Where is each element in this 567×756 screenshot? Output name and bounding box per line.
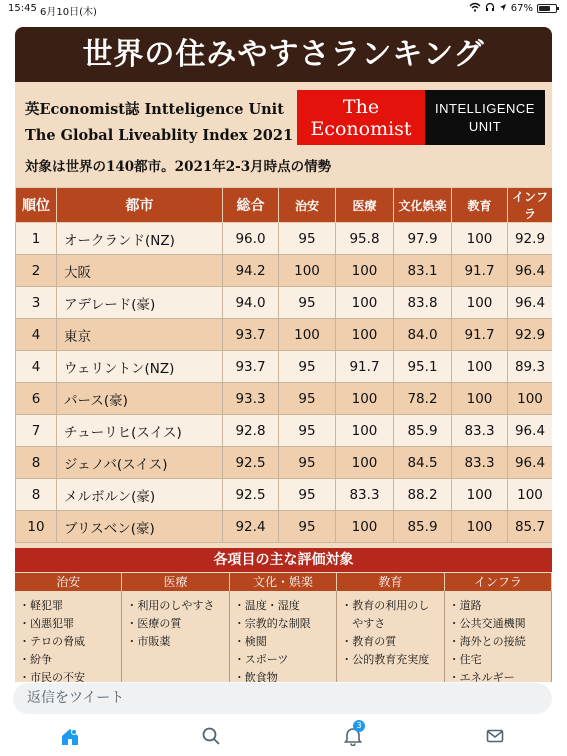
table-row <box>16 383 553 415</box>
ranking-table-body <box>16 223 553 543</box>
cell-safety: 95 <box>279 511 336 543</box>
cell-rank: 6 <box>16 383 57 415</box>
cell-infrastructure: 100 <box>508 383 553 415</box>
cell-infrastructure: 89.3 <box>508 351 553 383</box>
cell-healthcare: 100 <box>336 415 394 447</box>
criteria-item: ・海外との接続 <box>448 635 526 648</box>
economist-logo <box>297 90 425 145</box>
table-row <box>16 447 553 479</box>
table-row <box>16 223 553 255</box>
cell-rank: 4 <box>16 351 57 383</box>
cell-education: 100 <box>452 223 508 255</box>
criteria-item: ・宗教的な制限 <box>233 617 311 630</box>
status-time: 15:45 <box>8 3 37 14</box>
headphones-icon <box>485 2 495 15</box>
mail-icon <box>485 731 505 750</box>
scope-note: 対象は世界の140都市。2021年2-3月時点の情勢 <box>25 159 332 175</box>
cell-education: 83.3 <box>452 415 508 447</box>
wifi-icon <box>469 2 481 15</box>
header-education: 教育 <box>452 188 508 223</box>
cell-overall: 93.3 <box>223 383 279 415</box>
cell-overall: 92.4 <box>223 511 279 543</box>
cell-culture: 85.9 <box>394 511 452 543</box>
cell-safety: 95 <box>279 479 336 511</box>
cell-infrastructure: 96.4 <box>508 447 553 479</box>
cell-city: ジェノバ(スイス) <box>57 447 223 479</box>
criteria-header <box>15 573 552 591</box>
cell-infrastructure: 96.4 <box>508 255 553 287</box>
home-tab[interactable] <box>59 726 83 750</box>
reply-input[interactable]: 返信をツイート <box>13 683 552 714</box>
cell-healthcare: 100 <box>336 511 394 543</box>
criteria-item: ・飲食物 <box>233 671 278 682</box>
messages-tab[interactable] <box>485 726 509 750</box>
cell-education: 91.7 <box>452 319 508 351</box>
cell-infrastructure: 92.9 <box>508 319 553 351</box>
cell-culture: 83.8 <box>394 287 452 319</box>
cell-healthcare: 95.8 <box>336 223 394 255</box>
criteria-header-cell: インフラ <box>445 573 552 591</box>
criteria-item: ・市民の不安 <box>19 671 85 682</box>
criteria-header-cell: 医療 <box>122 573 229 591</box>
table-row <box>16 415 553 447</box>
cell-safety: 95 <box>279 415 336 447</box>
criteria-column <box>230 591 337 682</box>
cell-infrastructure: 96.4 <box>508 415 553 447</box>
criteria-item: ・医療の質 <box>126 617 182 630</box>
criteria-column <box>15 591 122 682</box>
criteria-item: ・利用のしやすさ <box>126 599 215 612</box>
cell-rank: 7 <box>16 415 57 447</box>
cell-safety: 95 <box>279 223 336 255</box>
header-city: 都市 <box>57 188 223 223</box>
cell-rank: 8 <box>16 447 57 479</box>
criteria-column <box>337 591 444 682</box>
cell-overall: 92.8 <box>223 415 279 447</box>
cell-rank: 2 <box>16 255 57 287</box>
cell-education: 91.7 <box>452 255 508 287</box>
criteria-item: ・教育の利用のし <box>341 599 430 612</box>
cell-city: パース(豪) <box>57 383 223 415</box>
cell-culture: 85.9 <box>394 415 452 447</box>
cell-city: 大阪 <box>57 255 223 287</box>
cell-education: 100 <box>452 511 508 543</box>
cell-culture: 84.5 <box>394 447 452 479</box>
header-healthcare: 医療 <box>336 188 394 223</box>
infographic-title: 世界の住みやすさランキング <box>15 27 552 82</box>
criteria-item: ・エネルギー <box>448 671 515 682</box>
cell-education: 100 <box>452 287 508 319</box>
criteria-item: ・道路 <box>448 599 482 612</box>
tab-bar <box>0 720 567 756</box>
intelligence-unit-line-2: UNIT <box>468 118 502 134</box>
criteria-item: ・公的教育充実度 <box>341 653 430 666</box>
criteria-item: ・温度・湿度 <box>233 599 300 612</box>
criteria-item: ・軽犯罪 <box>19 599 63 612</box>
cell-education: 83.3 <box>452 447 508 479</box>
notifications-tab[interactable] <box>343 721 367 750</box>
criteria-item: やすさ <box>341 617 386 630</box>
notification-badge: 3 <box>353 720 365 732</box>
cell-overall: 94.0 <box>223 287 279 319</box>
cell-overall: 96.0 <box>223 223 279 255</box>
criteria-header-cell: 教育 <box>337 573 444 591</box>
criteria-columns <box>15 591 552 682</box>
search-icon <box>201 731 221 750</box>
table-row <box>16 255 553 287</box>
cell-culture: 83.1 <box>394 255 452 287</box>
header-culture: 文化娯楽 <box>394 188 452 223</box>
cell-city: 東京 <box>57 319 223 351</box>
cell-overall: 92.5 <box>223 479 279 511</box>
cell-overall: 92.5 <box>223 447 279 479</box>
cell-education: 100 <box>452 351 508 383</box>
criteria-item: ・住宅 <box>448 653 482 666</box>
cell-culture: 84.0 <box>394 319 452 351</box>
cell-overall: 93.7 <box>223 351 279 383</box>
table-row <box>16 479 553 511</box>
criteria-column <box>122 591 229 682</box>
battery-icon <box>537 4 557 13</box>
criteria-column <box>445 591 552 682</box>
cell-rank: 4 <box>16 319 57 351</box>
battery-level <box>539 6 550 11</box>
cell-city: メルボルン(豪) <box>57 479 223 511</box>
bell-icon <box>343 731 363 750</box>
table-row <box>16 319 553 351</box>
criteria-item: ・公共交通機関 <box>448 617 526 630</box>
ranking-table <box>15 187 552 543</box>
cell-overall: 94.2 <box>223 255 279 287</box>
criteria-header-cell: 治安 <box>15 573 122 591</box>
criteria-header-cell: 文化・娯楽 <box>230 573 337 591</box>
criteria-item: ・テロの脅威 <box>19 635 85 648</box>
cell-safety: 100 <box>279 319 336 351</box>
header-overall: 総合 <box>223 188 279 223</box>
intelligence-unit-line-1: INTELLIGENCE <box>435 100 535 116</box>
cell-safety: 100 <box>279 255 336 287</box>
location-icon <box>499 3 507 15</box>
cell-healthcare: 100 <box>336 287 394 319</box>
cell-infrastructure: 85.7 <box>508 511 553 543</box>
tweet-image[interactable] <box>15 27 552 682</box>
cell-infrastructure: 100 <box>508 479 553 511</box>
criteria-item: ・教育の質 <box>341 635 397 648</box>
cell-rank: 8 <box>16 479 57 511</box>
cell-healthcare: 100 <box>336 319 394 351</box>
cell-city: オークランド(NZ) <box>57 223 223 255</box>
cell-healthcare: 83.3 <box>336 479 394 511</box>
battery-percent: 67% <box>510 3 533 14</box>
cell-culture: 95.1 <box>394 351 452 383</box>
cell-infrastructure: 96.4 <box>508 287 553 319</box>
home-icon <box>59 733 81 752</box>
cell-safety: 95 <box>279 287 336 319</box>
cell-healthcare: 100 <box>336 447 394 479</box>
cell-education: 100 <box>452 383 508 415</box>
status-date: 6月10日(木) <box>40 7 97 18</box>
header-infrastructure: インフラ <box>508 188 553 223</box>
criteria-item: ・スポーツ <box>233 653 289 666</box>
cell-infrastructure: 92.9 <box>508 223 553 255</box>
cell-city: ブリスベン(豪) <box>57 511 223 543</box>
subtitle-line-2: The Global Liveablity Index 2021 <box>25 127 294 144</box>
table-row <box>16 511 553 543</box>
cell-culture: 88.2 <box>394 479 452 511</box>
infographic-subtitle <box>25 97 293 149</box>
cell-safety: 95 <box>279 447 336 479</box>
criteria-item: ・凶悪犯罪 <box>19 617 74 630</box>
criteria-item: ・紛争 <box>19 653 52 666</box>
criteria-item: ・市販薬 <box>126 635 171 648</box>
economist-logo-line-1: The <box>342 95 380 118</box>
subtitle-line-1: 英Economist誌 Intteligence Unit <box>25 101 284 118</box>
intelligence-unit-logo <box>425 90 545 145</box>
status-bar <box>0 0 567 18</box>
cell-rank: 1 <box>16 223 57 255</box>
cell-healthcare: 91.7 <box>336 351 394 383</box>
cell-safety: 95 <box>279 351 336 383</box>
table-header-row <box>16 188 553 223</box>
cell-culture: 78.2 <box>394 383 452 415</box>
cell-healthcare: 100 <box>336 255 394 287</box>
cell-healthcare: 100 <box>336 383 394 415</box>
cell-safety: 95 <box>279 383 336 415</box>
criteria-title: 各項目の主な評価対象 <box>15 548 552 572</box>
status-indicators <box>469 2 557 15</box>
economist-logo-line-2: Economist <box>310 117 412 140</box>
header-rank: 順位 <box>16 188 57 223</box>
header-safety: 治安 <box>279 188 336 223</box>
cell-overall: 93.7 <box>223 319 279 351</box>
criteria-item: ・検閲 <box>233 635 267 648</box>
cell-education: 100 <box>452 479 508 511</box>
cell-culture: 97.9 <box>394 223 452 255</box>
cell-rank: 3 <box>16 287 57 319</box>
cell-rank: 10 <box>16 511 57 543</box>
search-tab[interactable] <box>201 726 225 750</box>
table-row <box>16 287 553 319</box>
cell-city: アデレード(豪) <box>57 287 223 319</box>
cell-city: ウェリントン(NZ) <box>57 351 223 383</box>
cell-city: チューリヒ(スイス) <box>57 415 223 447</box>
table-row <box>16 351 553 383</box>
